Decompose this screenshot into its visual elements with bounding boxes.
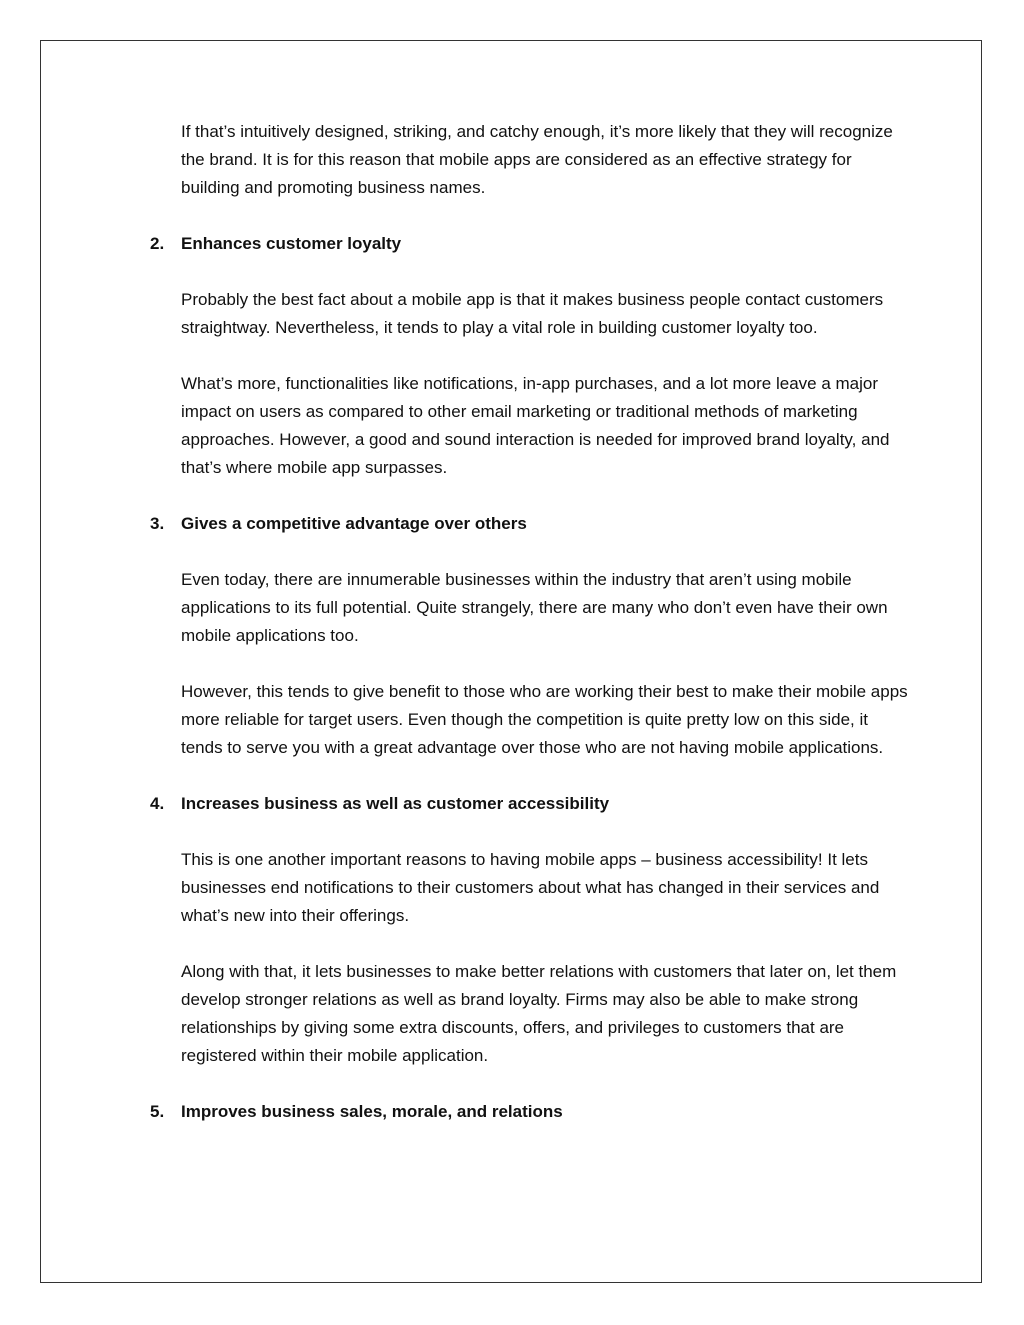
body-paragraph: What’s more, functionalities like notifications, in-app purchases, and a lot more leave a major impact on users as compared to other email marketing or traditional methods of marketing approaches. However, a good and sound interaction is needed for improved brand loyalty, and that’s where mobile app surpasses. <box>181 374 890 477</box>
body-paragraph: However, this tends to give benefit to those who are working their best to make their mobile apps more reliable for target users. Even though the competition is quite pretty low on this side, it tends to serve you with a great advantage over those who are not having mobile applications. <box>181 682 908 757</box>
section-heading-4 <box>150 790 910 818</box>
intro-paragraph: If that’s intuitively designed, striking, and catchy enough, it’s more likely that they will recognize the brand. It is for this reason that mobile apps are considered as an effective strategy for building and promoting business names. <box>181 122 893 197</box>
section-number: 4. <box>150 794 165 813</box>
section-title: Improves business sales, morale, and relations <box>181 1102 563 1121</box>
section-heading-5 <box>150 1098 910 1126</box>
section-heading-2 <box>150 230 910 258</box>
section-title: Increases business as well as customer accessibility <box>181 794 610 813</box>
section-title: Gives a competitive advantage over others <box>181 514 527 533</box>
section-number: 5. <box>150 1102 165 1121</box>
section-title: Enhances customer loyalty <box>181 234 402 253</box>
body-paragraph: Along with that, it lets businesses to make better relations with customers that later on, let them develop stronger relations as well as brand loyalty. Firms may also be able to make strong relationships by giving some extra discounts, offers, and privileges to customers that are registered within their mobile application. <box>181 962 897 1065</box>
document-body <box>150 118 910 1154</box>
section-number: 2. <box>150 234 165 253</box>
body-paragraph: This is one another important reasons to having mobile apps – business accessibility! It lets businesses end notifications to their customers about what has changed in their services and what’s new into their offerings. <box>181 850 880 925</box>
section-heading-3 <box>150 510 910 538</box>
body-paragraph: Probably the best fact about a mobile app is that it makes business people contact customers straightway. Nevertheless, it tends to play a vital role in building customer loyalty too. <box>181 290 884 337</box>
body-paragraph: Even today, there are innumerable businesses within the industry that aren’t using mobile applications to its full potential. Quite strangely, there are many who don’t even have their own mobile applications too. <box>181 570 888 645</box>
section-number: 3. <box>150 514 165 533</box>
